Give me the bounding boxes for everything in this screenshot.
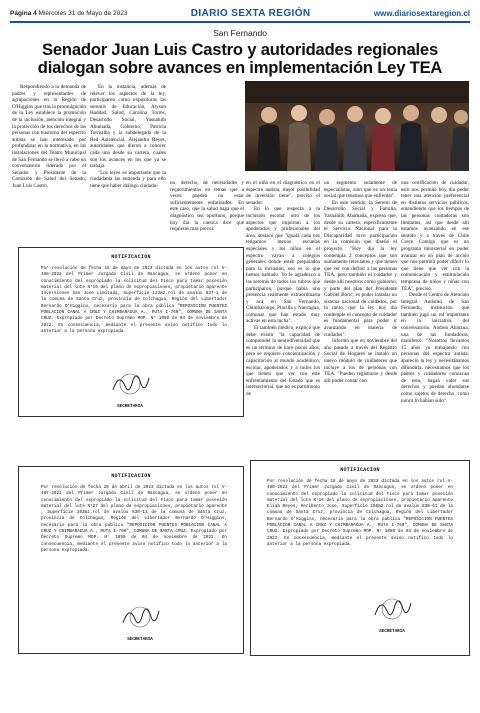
legal-notice — [18, 247, 244, 417]
article-column-2 — [90, 84, 166, 190]
article-paragraph: Informó que en noviembre del año pasado a través del Registro Social de Hogares se instaló un nuevo módulo de cuidadores que incluye a los de personas con TEA. "Pueden registrarse y desde allí poder contar con — [324, 338, 397, 384]
article-paragraph: Desde el Centro de Atención Integral Autismo de San Fernando, institución que también jugó un rol importante en la iniciativa del conversatorio, Andrea Abarzua, una de las fundadoras, manifestó: "Nosotros llevamos 15 años ya trabajando con personas del espectro autista, apareció la ley y necesitábamos difundirla, necesitamos que los padres y cuidadores conozcan de esto, hagan valer sus derechos y puedan ahondarse como sujetos de derecho, como nunca lo habían sido". — [401, 292, 469, 404]
issue-date: Miércoles 31 de Mayo de 2023 — [38, 9, 128, 17]
article-headline: Senador Juan Luis Castro y autoridades regionales dialogan sobre avances en implementación Ley TEA — [37, 40, 443, 77]
article-column-3 — [170, 180, 244, 233]
article-paragraph: "Los leyes es importante que la ciudadanía las entienda y para ello tiene que haber diálogo ciudada- — [90, 169, 166, 189]
notice-title: NOTIFICACION — [111, 254, 151, 260]
signature-icon — [367, 591, 417, 627]
page-header — [10, 6, 470, 20]
notice-body: Por resolución de fecha 28 de abril de 2023 dictada en los autos rol V-487-2022 del Primer Juzgado Civil de Rancagua, se ordenó poner en conocimiento del expropiado la solicitud del Fisco para tomar posesión material del lote N°27 del plano de expropiaciones, propietario aparente , Superficie 203m2.rol de avalúo 530-13 de la comuna de Santa Cruz, provincia de Colchagua, Región del Libertador Bernardo O'Higgins, necesario para la obra pública "REPOSICION PUENTES POBLACION CANAL A CRUZ Y CHIMBARAGUA A., RUTA I-760", COMUNA DE SANTA CRUZ. Expropiado por Decreto Supremo MOP. N° 1050 de 04 de noviembre de 2022. En consecuencia, mediante el presente aviso notifico todo lo anterior a la persona expropiada. — [41, 485, 227, 553]
masthead: DIARIO SEXTA REGIÓN — [190, 7, 311, 19]
signature-icon — [105, 366, 155, 402]
header-rule — [10, 21, 470, 23]
article-paragraph: En este sentido, la Seremi de Desarrollo Social y Familia, Yasnahith Ahumada, expresó que, desde su cartera, específicamente el Servicio Nacional para la Discapacidad tuvo participación en la comisión que diseñó el proyecto. "Hoy día la ley contempla 2 conceptos que son sumamente relevantes y que tienen que ver con definir a las personas TEA, pero también el cuidador y desde allí nosotros como gobierno, y parte del plan del Presidente Gabriel Boric, es poder instalar un sistema nacional de cuidados, por lo tanto, que la ley hoy día contemple el concepto de cuidador es fundamental para poder ir avanzando en materia de cuidados". — [324, 199, 397, 338]
notice-signature-label: SECRETARIA — [117, 404, 143, 409]
article-paragraph: El también médico, explicó que debe existir "la capacidad de comprender la neurodiversidad que es un término de hace pocos años, pero se requiere concientización y capacitación al mundo académico, escolar, apoderados y a todos los que tienen que ver con este enfrentamiento del Estado que es intersectorial, que no es patrimonio de — [246, 325, 320, 397]
page-date-line — [10, 10, 127, 17]
article-paragraph: no, derecho, de necesidades y requerimientos en temas que a veces pueden no estar suficientemente enfatizados. En este caso, que la salud haga que el diagnóstico sea oportuno, porque hoy día la cuenca dice que requieras más precoz — [170, 180, 244, 233]
event-photo — [245, 81, 469, 171]
notice-signature-label: SECRETARIA — [379, 629, 405, 634]
notice-body: Por resolución de fecha 18 de mayo de 2023 dictada en los autos rol V-486-2022 del Primer Juzgado Civil de Rancagua, se ordenó poner en conocimiento del expropiado la solicitud del Fisco para tomar posesión material del lote N°16 del plano de expropiaciones, propietario aparente Eliab Reyes, Heriberto Jose, Superficie 150m2.rol de avalúo 830-61 de la comuna de Santa Cruz, provincia de Colchagua, Región del Libertador Bernardo O'Higgins, necesario para la obra pública "REPOSICION PUENTES POBLACION CANAL A CRUZ Y CHIMBARAGUA A., RUTA I-760", COMUNA DE SANTA CRUZ. Expropiado por Decreto Supremo MOP. N° 1050 de 04 de noviembre de 2022. En consecuencia, mediante el presente aviso notifico todo lo anterior a la persona expropiada. — [267, 479, 453, 547]
website-link[interactable]: www.diariosextaregion.cl — [373, 8, 470, 18]
article-column-6 — [401, 180, 469, 404]
page-number: Página 4 — [10, 9, 37, 17]
article-paragraph: un segmento solamente de especialistas, sino que es un tema social que tenemos que enfrentar". — [324, 180, 397, 200]
notice-title: NOTIFICACION — [111, 473, 151, 479]
signature-icon — [115, 599, 165, 635]
article-paragraph: una certificación de cuidador, esto nos permite hoy día poder tener una atención preferencial en distintos servicios públicos, entendiendo que los tiempos de las personas cuidadoras son limitados, así que desde allí estamos avanzando en ese sentido y a través de Chile Crece Contigo que es un programa ministerial en poder avanzar en un plan de acción que nos permita poder diferir lo que tiene que ver con la comunicación y estimulación temprana de niños y niñas con TEA", precisó. — [401, 180, 469, 292]
notice-signature-label: SECRETARIA — [127, 637, 153, 642]
article-column-4 — [246, 180, 320, 398]
article-kicker: San Fernando — [213, 28, 267, 38]
article-paragraph: En la instancia, además de relevar los aspectos de la ley, participaron como expositoras las seremis de Educación, Alyson Haddad, Salud, Carolina Torres, Desarrollo Social, Yasnahith Ahumada, Gobierno, Patricia Torrealba y la subdelegada de la Red Asistencial, Alejandra Reyes, autoridades que dieron a conocer cada una desde su cartera, cuales son los avances en los que ya se trabaja. — [90, 84, 166, 170]
notice-body: Por resolución de fecha 18 de mayo de 2023 dictada en los autos rol V-488-2022 del Primer Juzgado Civil de Rancagua, se ordenó poner en conocimiento del expropiado la solicitud del Fisco para tomar posesión material del lote N°19 del plano de expropiaciones, propietario aparente Inversiones San Jose Limitada, Superficie 113m2.rol de avalúo 837-1 de la comuna de Santa Cruz, provincia de Colchagua, Región del Libertador Bernardo O'Higgins, necesario para la obra pública "REPOSICION PUENTES POBLACION CANAL A CRUZ Y CHIMBARAGUA A., RUTA I-760", COMUNA DE SANTA CRUZ. Expropiado por Decreto Supremo MOP. N° 1050 de 04 de noviembre de 2022. En consecuencia, mediante el presente aviso notifico todo lo anterior a la persona expropiada. — [41, 266, 227, 334]
event-photo-image — [245, 81, 469, 171]
article-paragraph: En lo que respecta a la inclusión escolar, otro de los aspectos que importan a los apoderados y profesionales del área, destacó que "igualá cada vez tengamos menos escuelas especiales y los niños en el espectro vayan a colegios generales donde estén preparados para la inclusión, eso es lo que hemos hablado. Yo le agradezco a las seremis de todos los rubros que participaron, porque había una presencia realmente extraordinaria y acá en San Fernando, Chimbarongo, Placilla y Nancagua, comunas que han estado muy activas en esta lucha". — [246, 206, 320, 325]
article-paragraph: Respondiendo a la demanda de padres y representantes de agrupaciones en la Región de O'Higgins que tras la promulgación de la Ley establece la promoción de la inclusión, atención integral y la protección de los derechos de las personas con trastorno del espectro autista se han interesado por profundizar en la normativa, en las instalaciones del Teatro Municipal de San Fernando se llevó a cabo un conversatorio liderado por el Senador y Presidente de la Comisión de Salud del Senado, Juan Luis Castro. — [12, 84, 86, 189]
article-column-1 — [12, 84, 86, 190]
legal-notice — [250, 460, 470, 656]
article-paragraph: en el niño en el diagnóstico en el espectro autista, mejor posibilidad de inversión tiene", precisó el senador. — [246, 180, 320, 206]
notice-title: NOTIFICACION — [340, 467, 380, 473]
article-column-5 — [324, 180, 397, 384]
legal-notice — [18, 466, 244, 654]
